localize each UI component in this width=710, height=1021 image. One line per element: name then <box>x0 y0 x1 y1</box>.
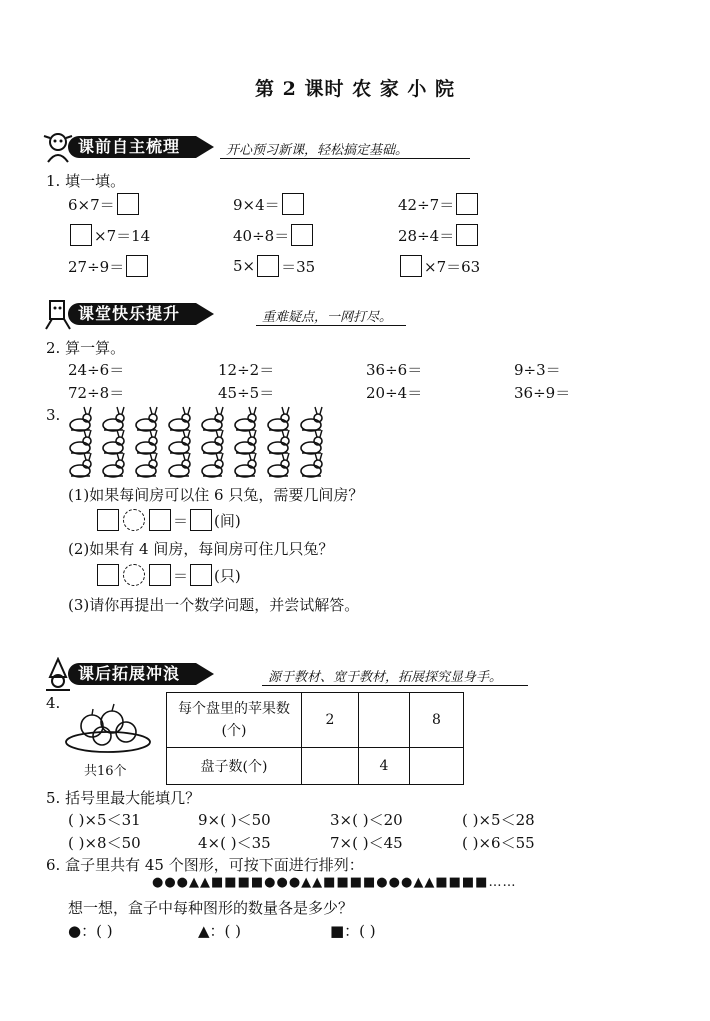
banner-rule <box>220 158 470 159</box>
table-row <box>167 693 464 748</box>
answer-box[interactable] <box>149 564 171 586</box>
q5-item[interactable]: ( )×6＜55 <box>462 834 535 852</box>
q2-item: 72÷8＝ <box>68 384 125 402</box>
answer-box[interactable] <box>126 255 148 277</box>
answer-box[interactable] <box>400 255 422 277</box>
banner-label: 课前自主梳理 <box>68 136 196 158</box>
banner-label: 课堂快乐提升 <box>68 303 196 325</box>
q5-item[interactable]: 4×( )＜35 <box>198 834 271 852</box>
table-cell[interactable]: 8 <box>410 693 464 748</box>
answer-box[interactable] <box>282 193 304 215</box>
q2-item: 20÷4＝ <box>366 384 423 402</box>
q1-item: 27÷9＝ <box>68 255 150 277</box>
answer-box[interactable] <box>257 255 279 277</box>
rabbit-row <box>70 430 322 454</box>
q3-equation-2: ＝ (只) <box>95 564 241 586</box>
q3-equation-1: ＝ (间) <box>95 509 241 531</box>
rabbits-illustration <box>68 406 330 478</box>
q4-number: 4. <box>46 694 61 712</box>
q6-answer-circle[interactable]: ●：( ) <box>68 922 113 940</box>
q2-item: 36÷9＝ <box>514 384 571 402</box>
table-cell[interactable]: 4 <box>359 748 410 785</box>
q2-item: 45÷5＝ <box>218 384 275 402</box>
q1-item: 9×4＝ <box>233 193 306 215</box>
q1-item: 40÷8＝ <box>233 224 315 246</box>
q1-item: ×7＝63 <box>398 255 480 277</box>
section-banner-extend <box>40 657 680 691</box>
answer-box[interactable] <box>97 564 119 586</box>
q2-heading: 2. 算一算。 <box>46 339 126 357</box>
section-banner-preview <box>40 130 680 164</box>
answer-box[interactable] <box>97 509 119 531</box>
q6-answer-square[interactable]: ■：( ) <box>330 922 376 940</box>
operator-circle[interactable] <box>123 509 145 531</box>
rabbit-row <box>70 453 322 477</box>
apple-plate-illustration <box>62 700 154 758</box>
q1-item: 5× ＝35 <box>233 257 316 276</box>
q5-item[interactable]: 9×( )＜50 <box>198 811 271 829</box>
q2-item: 12÷2＝ <box>218 361 275 379</box>
banner-rule <box>256 325 406 326</box>
apple-table <box>166 692 464 785</box>
q2-item: 9÷3＝ <box>514 361 561 379</box>
q6-heading: 6. 盒子里共有 45 个图形，可按下面进行排列： <box>46 856 364 874</box>
shape-sequence: ●●●▲▲■■■■●●●▲▲■■■■●●●▲▲■■■■…… <box>152 875 517 890</box>
table-cell[interactable]: 2 <box>302 693 359 748</box>
operator-circle[interactable] <box>123 564 145 586</box>
q3-sub2: (2)如果有 4 间房，每间房可住几只兔？ <box>68 540 334 558</box>
banner-slogan: 开心预习新课，轻松搞定基础。 <box>226 143 409 158</box>
section-banner-class <box>40 297 680 331</box>
q2-item: 36÷6＝ <box>366 361 423 379</box>
q1-item: 28÷4＝ <box>398 224 480 246</box>
table-cell[interactable] <box>302 748 359 785</box>
q3-number: 3. <box>46 406 61 424</box>
table-cell[interactable] <box>359 693 410 748</box>
answer-box[interactable] <box>117 193 139 215</box>
q5-heading: 5. 括号里最大能填几？ <box>46 789 201 807</box>
answer-box[interactable] <box>70 224 92 246</box>
table-row <box>167 748 464 785</box>
page-title: 第 2 课时 农 家 小 院 <box>255 78 455 100</box>
q1-item: 42÷7＝ <box>398 193 480 215</box>
banner-rule <box>262 685 528 686</box>
answer-box[interactable] <box>190 509 212 531</box>
q5-item[interactable]: 3×( )＜20 <box>330 811 403 829</box>
q6-answer-triangle[interactable]: ▲：( ) <box>198 922 242 940</box>
q3-sub1: (1)如果每间房可以住 6 只兔，需要几间房？ <box>68 486 364 504</box>
q3-sub3: (3)请你再提出一个数学问题，并尝试解答。 <box>68 596 360 614</box>
answer-box[interactable] <box>456 193 478 215</box>
q1-heading: 1. 填一填。 <box>46 172 126 190</box>
q2-item: 24÷6＝ <box>68 361 125 379</box>
q5-item[interactable]: ( )×5＜31 <box>68 811 141 829</box>
q5-item[interactable]: ( )×8＜50 <box>68 834 141 852</box>
rabbit-row <box>70 407 322 431</box>
q1-item: ×7＝14 <box>68 224 150 246</box>
apple-caption: 共16个 <box>84 764 127 779</box>
answer-box[interactable] <box>149 509 171 531</box>
q5-item[interactable]: 7×( )＜45 <box>330 834 403 852</box>
banner-slogan: 重难疑点，一网打尽。 <box>262 310 393 325</box>
q5-item[interactable]: ( )×5＜28 <box>462 811 535 829</box>
answer-box[interactable] <box>456 224 478 246</box>
q6-question: 想一想，盒子中每种图形的数量各是多少？ <box>68 899 354 917</box>
banner-slogan: 源于教材、宽于教材，拓展探究显身手。 <box>268 670 503 685</box>
answer-box[interactable] <box>190 564 212 586</box>
q1-item: 6×7＝ <box>68 193 141 215</box>
banner-label: 课后拓展冲浪 <box>68 663 196 685</box>
table-cell[interactable] <box>410 748 464 785</box>
table-header-cell: 每个盘里的苹果数(个) <box>167 693 302 748</box>
table-header-cell: 盘子数(个) <box>167 748 302 785</box>
answer-box[interactable] <box>291 224 313 246</box>
